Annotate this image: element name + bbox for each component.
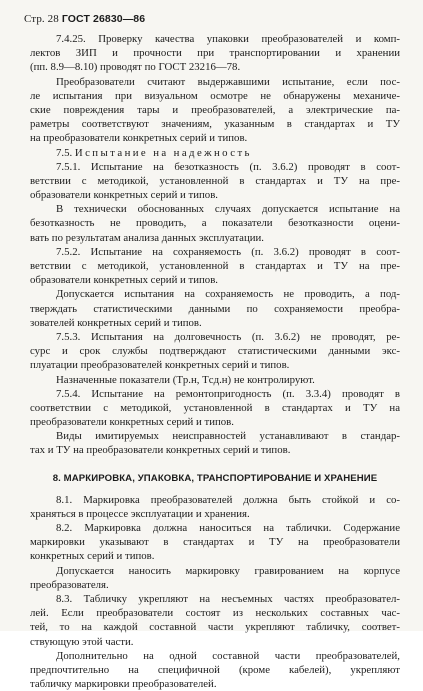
- text-line: 8.1. Маркировка преобразователей должна быть стойкой и со-: [56, 493, 400, 506]
- text-line: ле испытания при визуальном осмотре не обнаружены механиче-: [30, 89, 400, 102]
- section-8-text: [30, 493, 400, 691]
- standard-designation: ГОСТ 26830—86: [61, 13, 146, 25]
- text-line: ветствии с методикой, установленной в стандартах и ТУ на пре-: [30, 260, 400, 272]
- text-line: 7.5. Испытание на надежность: [56, 146, 252, 159]
- text-line: соответствии с методикой, установленной в стандартах и ТУ на: [30, 401, 400, 414]
- text-line: 8.3. Табличку укрепляют на несъемных частях преобразовател-: [56, 592, 400, 605]
- text-line: 7.5.3. Испытания на долговечность (п. 3.6.2) не проводят, ре-: [56, 330, 400, 343]
- text-line: табличку маркировки преобразователей.: [30, 678, 217, 691]
- text-line: Виды имитируемых неисправностей устанавливают в стандар-: [56, 430, 400, 443]
- section-title: 8. МАРКИРОВКА, УПАКОВКА, ТРАНСПОРТИРОВАНИЕ И ХРАНЕНИЕ: [52, 472, 378, 484]
- text-line: 7.4.25. Проверку качества упаковки преобразователей и комп-: [56, 33, 400, 45]
- text-line: маркировки указывают в стандартах и ТУ на преобразователи: [30, 536, 400, 549]
- text-line: лектов ЗИП и прочности при транспортировании и хранении: [30, 47, 400, 60]
- section-7-text: [30, 32, 400, 458]
- text-line: Назначенные показатели (Tр.н, Tсд.н) не контролируют.: [56, 373, 315, 386]
- text-line: на преобразователи конкретных серий и типов.: [30, 132, 248, 145]
- text-line: образователи конкретных серий и типов.: [30, 274, 219, 287]
- text-line: (пп. 8.9—8.10) проводят по ГОСТ 23216—78.: [30, 61, 241, 74]
- text-line: плуатации преобразователей конкретных серий и типов.: [30, 359, 290, 372]
- text-line: лей. Если преобразователи состоят из нескольких составных час-: [30, 607, 400, 620]
- text-line: В технически обоснованных случаях допускается испытание на: [56, 203, 400, 216]
- text-line: храняться в процессе эксплуатации и хранения.: [30, 507, 250, 520]
- text-line: Допускается наносить маркировку гравированием на корпусе: [56, 564, 400, 577]
- text-line: 7.5.4. Испытание на ремонтопригодность (п. 3.3.4) проводят в: [56, 387, 400, 400]
- text-line: образователи конкретных серий и типов.: [30, 189, 219, 202]
- text-line: Дополнительно на одной составной части преобразователей,: [56, 649, 400, 662]
- text-line: ские повреждения тары и преобразователей, а электрические па-: [30, 103, 400, 116]
- text-line: раметры соответствуют значениям, указанным в стандартах и ТУ: [30, 118, 400, 131]
- text-line: Преобразователи считают выдержавшими испытание, если пос-: [56, 75, 400, 88]
- text-line: преобразователи конкретных серий и типов.: [30, 416, 234, 429]
- text-line: конкретных серий и типов.: [30, 550, 155, 563]
- text-line: сурс и срок службы подтверждают статистическими данными экс-: [30, 345, 400, 358]
- text-line: предпочтительно на специфичной (кроме кабелей), укрепляют: [30, 663, 400, 676]
- section-gap: [30, 458, 400, 471]
- page-header: [24, 13, 145, 25]
- text-line: безотказность не проводить, а показатели безотказности оцени-: [30, 217, 400, 230]
- text-line: тверждать статистическими данными по сохраняемости преобра-: [30, 302, 400, 315]
- text-line: ствующую этой части.: [30, 635, 134, 648]
- text-line: вать по результатам анализа данных эксплуатации.: [30, 231, 264, 244]
- text-line: преобразователя.: [30, 578, 109, 591]
- text-line: тей, то на каждой составной части укрепляют табличку, соответ-: [30, 621, 400, 634]
- text-line: 8.2. Маркировка должна наноситься на таблички. Содержание: [56, 522, 400, 534]
- text-line: ветствии с методикой, установленной в стандартах и ТУ на пре-: [30, 174, 400, 187]
- page-number: Стр. 28: [24, 13, 59, 25]
- text-line: тах и ТУ на преобразователи конкретных серий и типов.: [30, 444, 291, 457]
- text-line: Допускается испытания на сохраняемость не проводить, а под-: [56, 288, 400, 301]
- document-body: [30, 32, 400, 691]
- text-line: зователей конкретных серий и типов.: [30, 316, 202, 329]
- text-line: 7.5.1. Испытание на безотказность (п. 3.6.2) проводят в соот-: [56, 160, 400, 173]
- text-line: 7.5.2. Испытание на сохраняемость (п. 3.6.2) проводят в соот-: [56, 245, 400, 258]
